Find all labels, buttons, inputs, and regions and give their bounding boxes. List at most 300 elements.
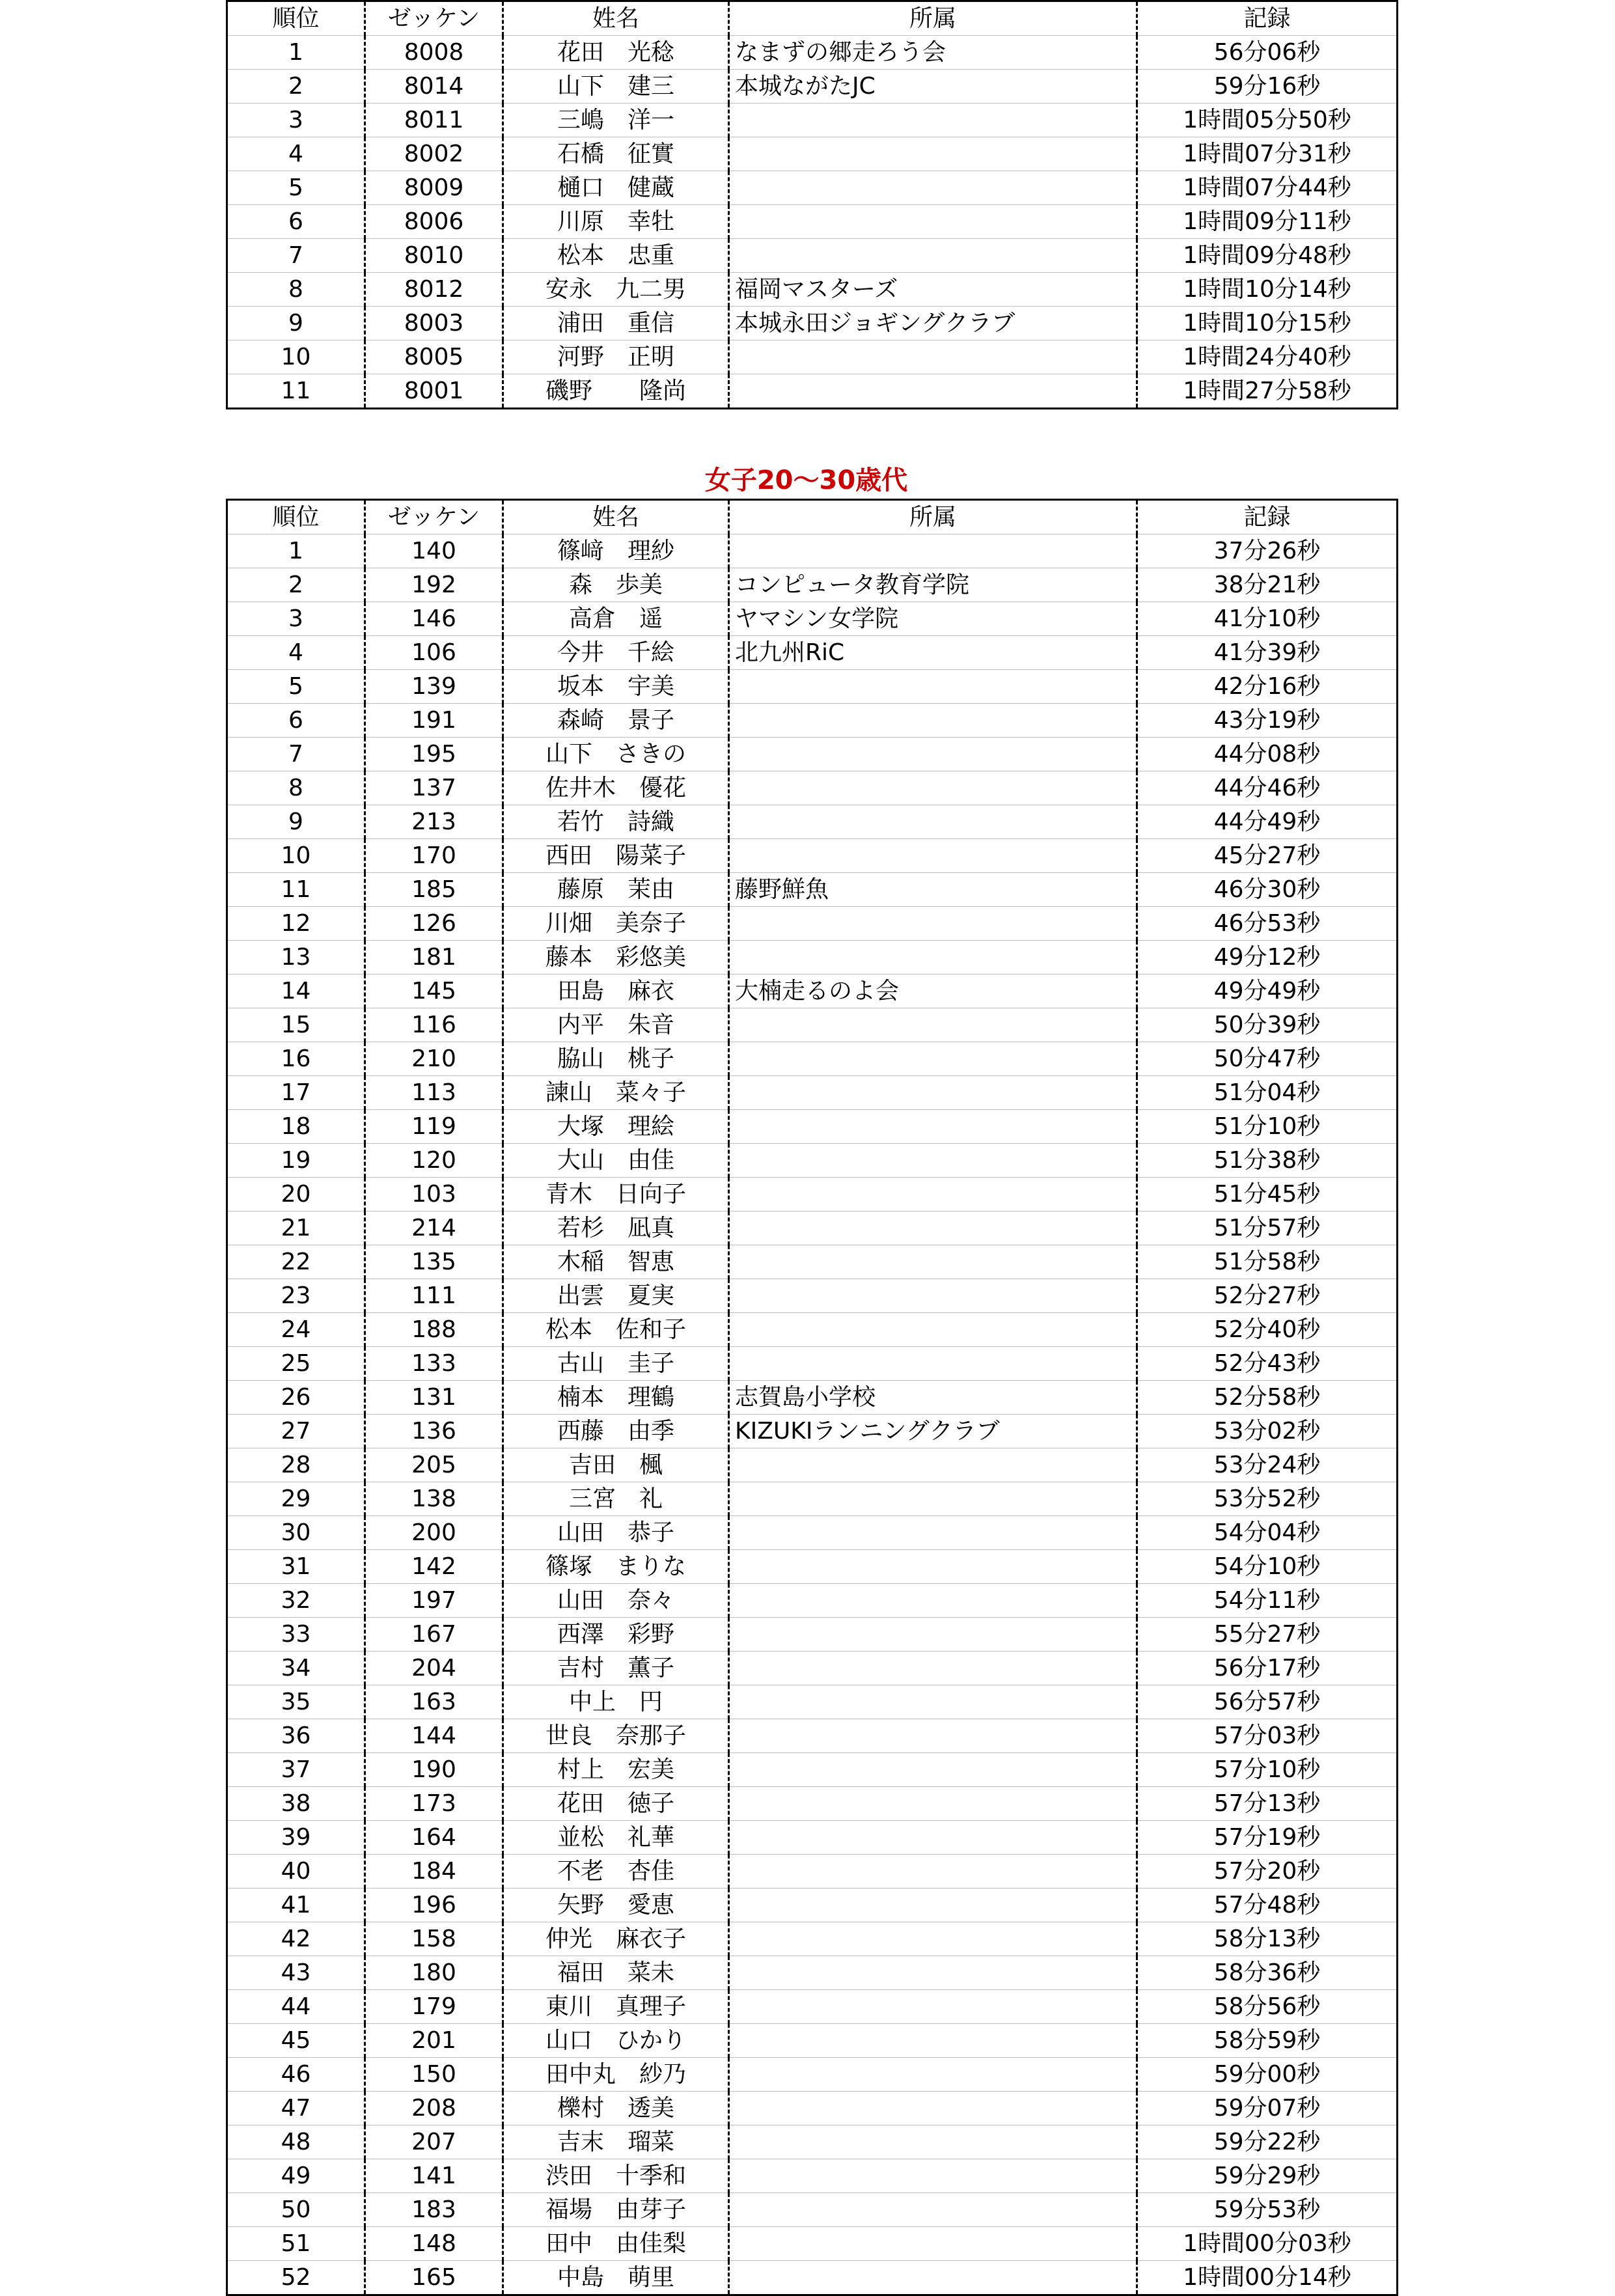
cell-bib: 8001 [365, 374, 503, 409]
header-record: 記録 [1137, 1, 1398, 36]
table-row [227, 307, 1398, 340]
cell-rank: 47 [281, 2095, 311, 2122]
cell-bib: 207 [365, 2125, 503, 2159]
cell-bib: 8002 [365, 137, 503, 171]
cell-rank: 7 [288, 741, 303, 768]
table-row [227, 738, 1398, 771]
cell-name: 西藤 由季 [503, 1415, 729, 1448]
cell-bib: 141 [365, 2159, 503, 2193]
cell-name: 並松 礼華 [503, 1821, 729, 1855]
cell-name: 篠塚 まりな [503, 1550, 729, 1584]
cell-bib: 120 [365, 1144, 503, 1178]
cell-rank: 30 [281, 1519, 311, 1546]
table-row [227, 70, 1398, 104]
cell-bib: 173 [365, 1787, 503, 1821]
cell-record: 44分46秒 [1137, 771, 1398, 805]
table-row [227, 1584, 1398, 1618]
cell-bib: 145 [365, 975, 503, 1008]
cell-team: ヤマシン女学院 [729, 602, 1137, 636]
cell-record: 59分53秒 [1137, 2193, 1398, 2227]
table-row [227, 1448, 1398, 1482]
cell-record: 49分12秒 [1137, 941, 1398, 975]
cell-record: 54分04秒 [1137, 1516, 1398, 1550]
cell-name: 吉村 薫子 [503, 1652, 729, 1685]
cell-team [729, 1008, 1137, 1042]
cell-rank: 39 [281, 1824, 311, 1851]
cell-team [729, 1516, 1137, 1550]
cell-rank: 18 [281, 1113, 311, 1140]
cell-team: 本城永田ジョギングクラブ [729, 307, 1137, 340]
cell-record: 52分40秒 [1137, 1313, 1398, 1347]
cell-rank: 49 [281, 2163, 311, 2189]
cell-rank: 26 [281, 1384, 311, 1411]
cell-name: 不老 杏佳 [503, 1855, 729, 1888]
cell-name: 吉田 楓 [503, 1448, 729, 1482]
cell-bib: 142 [365, 1550, 503, 1584]
cell-rank: 14 [281, 978, 311, 1004]
cell-bib: 8003 [365, 307, 503, 340]
cell-rank: 12 [281, 910, 311, 937]
cell-team: 本城ながたJC [729, 70, 1137, 104]
cell-record: 1時間07分44秒 [1137, 171, 1398, 205]
cell-rank: 16 [281, 1045, 311, 1072]
table-row [227, 2024, 1398, 2058]
table-row [227, 1313, 1398, 1347]
table-row [227, 1922, 1398, 1956]
cell-record: 58分59秒 [1137, 2024, 1398, 2058]
cell-team [729, 1313, 1137, 1347]
cell-rank: 6 [288, 707, 303, 734]
table-row [227, 1211, 1398, 1245]
cell-bib: 213 [365, 805, 503, 839]
cell-name: 松本 忠重 [503, 239, 729, 273]
cell-bib: 119 [365, 1110, 503, 1144]
cell-team [729, 839, 1137, 873]
table-row [227, 2092, 1398, 2125]
cell-bib: 135 [365, 1245, 503, 1279]
cell-team: 大楠走るのよ会 [729, 975, 1137, 1008]
cell-rank: 36 [281, 1722, 311, 1749]
table-row [227, 873, 1398, 907]
cell-name: 若竹 詩織 [503, 805, 729, 839]
cell-team [729, 1719, 1137, 1753]
table-row [227, 670, 1398, 704]
cell-bib: 106 [365, 636, 503, 670]
cell-bib: 148 [365, 2227, 503, 2261]
cell-team [729, 1279, 1137, 1313]
cell-team [729, 670, 1137, 704]
cell-bib: 184 [365, 1855, 503, 1888]
cell-team [729, 534, 1137, 568]
table-row [227, 1008, 1398, 1042]
results-table-2 [226, 499, 1398, 2296]
cell-rank: 11 [281, 378, 311, 404]
cell-rank: 9 [288, 809, 303, 835]
cell-rank: 17 [281, 1079, 311, 1106]
table-row [227, 1753, 1398, 1787]
cell-bib: 116 [365, 1008, 503, 1042]
cell-team [729, 137, 1137, 171]
cell-bib: 210 [365, 1042, 503, 1076]
cell-rank: 24 [281, 1316, 311, 1343]
cell-rank: 46 [281, 2061, 311, 2088]
cell-team [729, 1042, 1137, 1076]
cell-bib: 139 [365, 670, 503, 704]
cell-record: 43分19秒 [1137, 704, 1398, 738]
cell-bib: 180 [365, 1956, 503, 1990]
table-row [227, 1719, 1398, 1753]
cell-team: コンピュータ教育学院 [729, 568, 1137, 602]
header-name: 姓名 [503, 500, 729, 534]
cell-bib: 205 [365, 1448, 503, 1482]
header-name: 姓名 [503, 1, 729, 36]
cell-name: 東川 真理子 [503, 1990, 729, 2024]
table-row [227, 1245, 1398, 1279]
cell-name: 浦田 重信 [503, 307, 729, 340]
cell-rank: 7 [288, 242, 303, 269]
cell-record: 1時間09分11秒 [1137, 205, 1398, 239]
cell-record: 49分49秒 [1137, 975, 1398, 1008]
cell-record: 57分20秒 [1137, 1855, 1398, 1888]
cell-team [729, 1584, 1137, 1618]
cell-bib: 190 [365, 1753, 503, 1787]
cell-rank: 38 [281, 1790, 311, 1817]
cell-bib: 8014 [365, 70, 503, 104]
cell-rank: 32 [281, 1587, 311, 1614]
cell-record: 51分38秒 [1137, 1144, 1398, 1178]
table-row [227, 2159, 1398, 2193]
cell-record: 57分13秒 [1137, 1787, 1398, 1821]
cell-record: 54分10秒 [1137, 1550, 1398, 1584]
cell-team: なまずの郷走ろう会 [729, 36, 1137, 70]
cell-record: 56分57秒 [1137, 1685, 1398, 1719]
cell-team [729, 907, 1137, 941]
cell-team [729, 1448, 1137, 1482]
cell-team [729, 205, 1137, 239]
cell-rank: 1 [288, 538, 303, 564]
cell-record: 41分39秒 [1137, 636, 1398, 670]
cell-record: 59分07秒 [1137, 2092, 1398, 2125]
cell-bib: 163 [365, 1685, 503, 1719]
cell-team [729, 2092, 1137, 2125]
cell-bib: 201 [365, 2024, 503, 2058]
cell-name: 樋口 健蔵 [503, 171, 729, 205]
cell-team [729, 805, 1137, 839]
cell-team [729, 1347, 1137, 1381]
cell-record: 41分10秒 [1137, 602, 1398, 636]
table-row [227, 534, 1398, 568]
cell-record: 58分56秒 [1137, 1990, 1398, 2024]
table-row [227, 1888, 1398, 1922]
cell-bib: 204 [365, 1652, 503, 1685]
results-table-1 [226, 0, 1398, 409]
cell-rank: 2 [288, 73, 303, 100]
cell-bib: 208 [365, 2092, 503, 2125]
cell-team: 北九州RiC [729, 636, 1137, 670]
table-row [227, 1415, 1398, 1448]
cell-team [729, 1178, 1137, 1211]
cell-name: 矢野 愛恵 [503, 1888, 729, 1922]
cell-name: 山下 さきの [503, 738, 729, 771]
cell-record: 56分06秒 [1137, 36, 1398, 70]
cell-name: 田中 由佳梨 [503, 2227, 729, 2261]
cell-team [729, 2159, 1137, 2193]
cell-bib: 167 [365, 1618, 503, 1652]
cell-team [729, 1787, 1137, 1821]
cell-name: 佐井木 優花 [503, 771, 729, 805]
section-title: 女子20～30歳代 [704, 465, 908, 495]
cell-team [729, 1753, 1137, 1787]
cell-name: 森崎 景子 [503, 704, 729, 738]
header-team: 所属 [729, 1, 1137, 36]
cell-rank: 6 [288, 208, 303, 235]
cell-rank: 2 [288, 572, 303, 598]
table-row [227, 805, 1398, 839]
table-row [227, 1821, 1398, 1855]
cell-name: 青木 日向子 [503, 1178, 729, 1211]
cell-team [729, 704, 1137, 738]
cell-team [729, 1110, 1137, 1144]
cell-name: 古山 圭子 [503, 1347, 729, 1381]
cell-record: 42分16秒 [1137, 670, 1398, 704]
table-row [227, 704, 1398, 738]
cell-bib: 8006 [365, 205, 503, 239]
cell-team [729, 1956, 1137, 1990]
cell-record: 1時間00分14秒 [1137, 2261, 1398, 2295]
cell-bib: 8010 [365, 239, 503, 273]
cell-bib: 8005 [365, 340, 503, 374]
cell-bib: 195 [365, 738, 503, 771]
cell-rank: 4 [288, 639, 303, 666]
cell-team [729, 1652, 1137, 1685]
cell-name: 川畑 美奈子 [503, 907, 729, 941]
cell-name: 楠本 理鶴 [503, 1381, 729, 1415]
cell-bib: 214 [365, 1211, 503, 1245]
cell-record: 51分45秒 [1137, 1178, 1398, 1211]
cell-name: 吉末 瑠菜 [503, 2125, 729, 2159]
cell-rank: 45 [281, 2027, 311, 2054]
cell-bib: 138 [365, 1482, 503, 1516]
cell-bib: 150 [365, 2058, 503, 2092]
cell-team [729, 771, 1137, 805]
cell-record: 51分10秒 [1137, 1110, 1398, 1144]
cell-name: 川原 幸牡 [503, 205, 729, 239]
cell-name: 櫟村 透美 [503, 2092, 729, 2125]
cell-record: 51分57秒 [1137, 1211, 1398, 1245]
cell-name: 大塚 理絵 [503, 1110, 729, 1144]
table-row [227, 340, 1398, 374]
cell-bib: 136 [365, 1415, 503, 1448]
cell-name: 田中丸 紗乃 [503, 2058, 729, 2092]
cell-name: 世良 奈那子 [503, 1719, 729, 1753]
cell-team [729, 2058, 1137, 2092]
table-row [227, 2227, 1398, 2261]
cell-team [729, 2125, 1137, 2159]
cell-rank: 20 [281, 1181, 311, 1208]
table-row [227, 1347, 1398, 1381]
table-row [227, 1042, 1398, 1076]
cell-record: 38分21秒 [1137, 568, 1398, 602]
cell-record: 51分04秒 [1137, 1076, 1398, 1110]
cell-rank: 52 [281, 2264, 311, 2291]
cell-name: 仲光 麻衣子 [503, 1922, 729, 1956]
cell-record: 55分27秒 [1137, 1618, 1398, 1652]
cell-name: 今井 千絵 [503, 636, 729, 670]
cell-team [729, 2227, 1137, 2261]
table-row [227, 1279, 1398, 1313]
cell-record: 1時間24分40秒 [1137, 340, 1398, 374]
cell-bib: 133 [365, 1347, 503, 1381]
table-row [227, 1178, 1398, 1211]
cell-name: 福場 由芽子 [503, 2193, 729, 2227]
cell-record: 1時間09分48秒 [1137, 239, 1398, 273]
header-bib: ゼッケン [365, 500, 503, 534]
cell-record: 57分03秒 [1137, 1719, 1398, 1753]
table-row [227, 2058, 1398, 2092]
cell-record: 51分58秒 [1137, 1245, 1398, 1279]
cell-rank: 50 [281, 2196, 311, 2223]
table-row [227, 2125, 1398, 2159]
cell-team [729, 2261, 1137, 2295]
cell-bib: 146 [365, 602, 503, 636]
cell-record: 59分29秒 [1137, 2159, 1398, 2193]
cell-team: KIZUKIランニングクラブ [729, 1415, 1137, 1448]
cell-rank: 13 [281, 944, 311, 971]
header-row [227, 1, 1398, 36]
table-row [227, 137, 1398, 171]
cell-bib: 103 [365, 1178, 503, 1211]
cell-rank: 8 [288, 775, 303, 801]
cell-rank: 51 [281, 2230, 311, 2257]
cell-name: 田島 麻衣 [503, 975, 729, 1008]
cell-record: 52分58秒 [1137, 1381, 1398, 1415]
cell-name: 河野 正明 [503, 340, 729, 374]
header-row [227, 500, 1398, 534]
cell-name: 諫山 菜々子 [503, 1076, 729, 1110]
cell-name: 脇山 桃子 [503, 1042, 729, 1076]
cell-bib: 140 [365, 534, 503, 568]
cell-rank: 19 [281, 1147, 311, 1174]
cell-name: 高倉 遥 [503, 602, 729, 636]
cell-name: 山田 恭子 [503, 1516, 729, 1550]
cell-name: 花田 徳子 [503, 1787, 729, 1821]
cell-team [729, 1855, 1137, 1888]
cell-rank: 4 [288, 141, 303, 167]
cell-team [729, 374, 1137, 409]
table-row [227, 36, 1398, 70]
cell-name: 若杉 凪真 [503, 1211, 729, 1245]
cell-record: 57分48秒 [1137, 1888, 1398, 1922]
cell-record: 44分08秒 [1137, 738, 1398, 771]
table-row [227, 273, 1398, 307]
cell-record: 37分26秒 [1137, 534, 1398, 568]
cell-bib: 126 [365, 907, 503, 941]
cell-rank: 5 [288, 174, 303, 201]
table-row [227, 205, 1398, 239]
cell-rank: 3 [288, 605, 303, 632]
cell-name: 松本 佐和子 [503, 1313, 729, 1347]
cell-record: 50分47秒 [1137, 1042, 1398, 1076]
cell-name: 内平 朱音 [503, 1008, 729, 1042]
cell-bib: 183 [365, 2193, 503, 2227]
cell-name: 渋田 十季和 [503, 2159, 729, 2193]
cell-team: 藤野鮮魚 [729, 873, 1137, 907]
cell-team [729, 1482, 1137, 1516]
cell-name: 磯野 隆尚 [503, 374, 729, 409]
cell-bib: 181 [365, 941, 503, 975]
table-row [227, 374, 1398, 409]
table-row [227, 104, 1398, 137]
cell-bib: 8012 [365, 273, 503, 307]
cell-name: 福田 菜未 [503, 1956, 729, 1990]
cell-team [729, 1618, 1137, 1652]
table-row [227, 1956, 1398, 1990]
table-row [227, 171, 1398, 205]
cell-name: 森 歩美 [503, 568, 729, 602]
cell-record: 1時間05分50秒 [1137, 104, 1398, 137]
cell-bib: 8008 [365, 36, 503, 70]
cell-rank: 1 [288, 39, 303, 66]
table-row [227, 1550, 1398, 1584]
table-row [227, 1381, 1398, 1415]
cell-record: 59分00秒 [1137, 2058, 1398, 2092]
cell-rank: 42 [281, 1926, 311, 1952]
table-row [227, 1110, 1398, 1144]
cell-name: 木稲 智恵 [503, 1245, 729, 1279]
cell-team [729, 941, 1137, 975]
cell-name: 中島 萌里 [503, 2261, 729, 2295]
table-row [227, 975, 1398, 1008]
table-row [227, 1652, 1398, 1685]
cell-name: 大山 由佳 [503, 1144, 729, 1178]
cell-rank: 48 [281, 2129, 311, 2155]
cell-rank: 8 [288, 276, 303, 303]
cell-team: 志賀島小学校 [729, 1381, 1137, 1415]
header-record: 記録 [1137, 500, 1398, 534]
cell-rank: 9 [288, 310, 303, 337]
cell-rank: 41 [281, 1892, 311, 1918]
cell-rank: 25 [281, 1350, 311, 1377]
cell-team [729, 104, 1137, 137]
table-row [227, 1076, 1398, 1110]
cell-record: 53分02秒 [1137, 1415, 1398, 1448]
table-row [227, 1787, 1398, 1821]
cell-bib: 165 [365, 2261, 503, 2295]
cell-record: 1時間27分58秒 [1137, 374, 1398, 409]
cell-name: 三宮 礼 [503, 1482, 729, 1516]
table-row [227, 1685, 1398, 1719]
cell-name: 花田 光稔 [503, 36, 729, 70]
header-bib: ゼッケン [365, 1, 503, 36]
cell-record: 45分27秒 [1137, 839, 1398, 873]
table-row [227, 602, 1398, 636]
table-row [227, 239, 1398, 273]
cell-name: 山下 建三 [503, 70, 729, 104]
cell-bib: 197 [365, 1584, 503, 1618]
cell-team [729, 1211, 1137, 1245]
cell-team: 福岡マスターズ [729, 273, 1137, 307]
table-row [227, 636, 1398, 670]
cell-record: 1時間00分03秒 [1137, 2227, 1398, 2261]
cell-bib: 188 [365, 1313, 503, 1347]
cell-rank: 43 [281, 1959, 311, 1986]
cell-record: 53分24秒 [1137, 1448, 1398, 1482]
cell-rank: 21 [281, 1215, 311, 1241]
cell-record: 46分30秒 [1137, 873, 1398, 907]
cell-rank: 27 [281, 1418, 311, 1445]
cell-rank: 34 [281, 1655, 311, 1681]
cell-name: 村上 宏美 [503, 1753, 729, 1787]
